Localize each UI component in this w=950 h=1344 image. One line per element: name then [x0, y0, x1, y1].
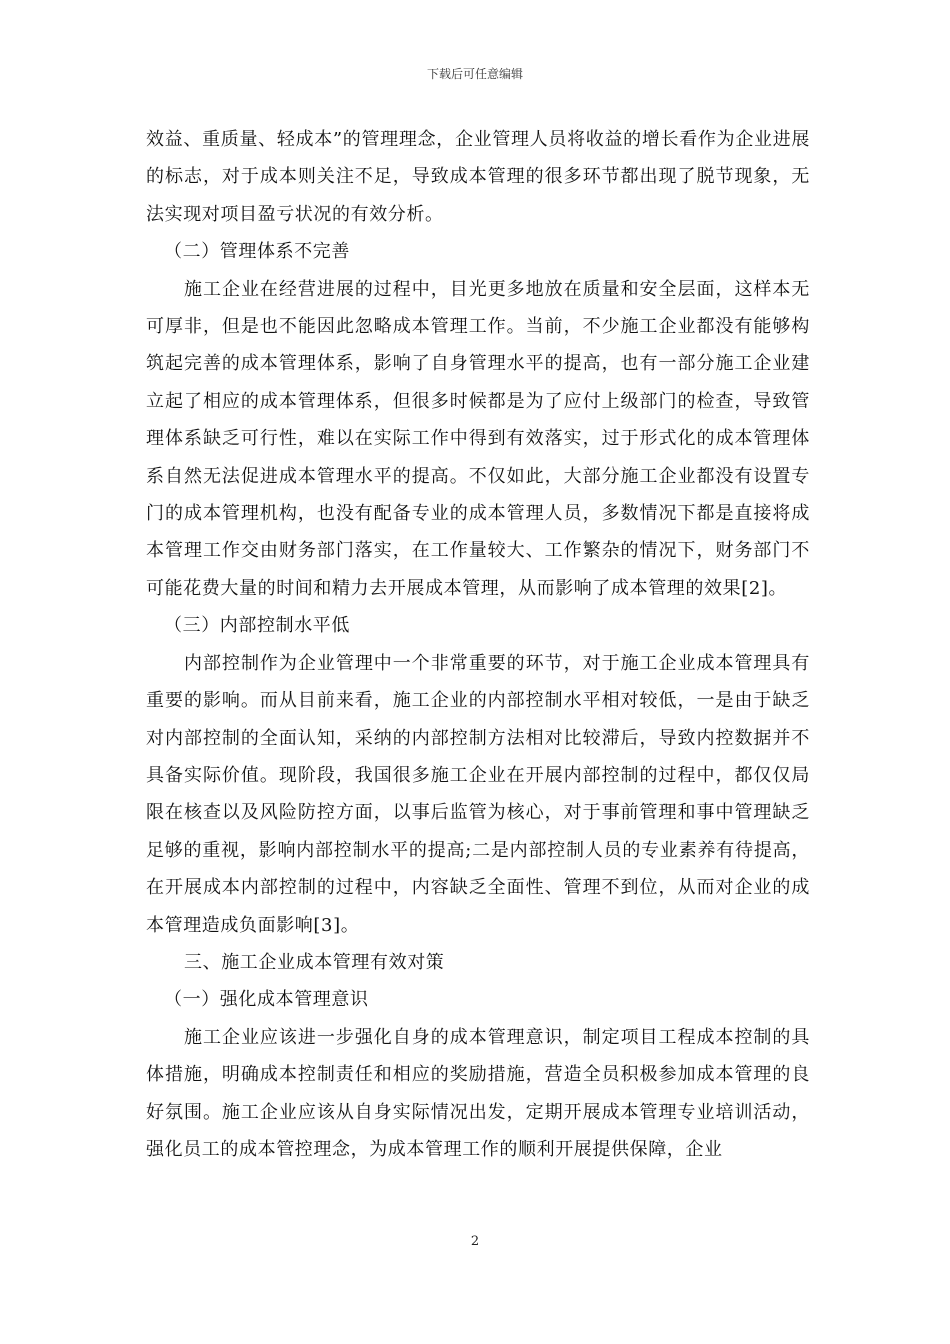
section-heading-management-system: （二）管理体系不完善 [164, 241, 350, 263]
paragraph-continuation: 效益、重质量、轻成本”的管理理念，企业管理人员将收益的增长看作为企业进展的标志，对于成本则关注不足，导致成本管理的很多环节都出现了脱节现象，无法实现对项目盈亏状况的有效分析。 [146, 129, 810, 225]
document-body [146, 121, 810, 1168]
paragraph-internal-control: 内部控制作为企业管理中一个非常重要的环节，对于施工企业成本管理具有重要的影响。而从目前来看，施工企业的内部控制水平相对较低，一是由于缺乏对内部控制的全面认知，采纳的内部控制方法相对比较滞后，导致内控数据并不具备实际价值。现阶段，我国很多施工企业在开展内部控制的过程中，都仅仅局限在核查以及风险防控方面，以事后监管为核心，对于事前管理和事中管理缺乏足够的重视，影响内部控制水平的提高;二是内部控制人员的专业素养有待提高，在开展成本内部控制的过程中，内容缺乏全面性、管理不到位，从而对企业的成本管理造成负面影响[3]。 [146, 652, 810, 936]
page-header: 下载后可任意编辑 [426, 67, 523, 81]
page-number: 2 [470, 1234, 480, 1249]
section-heading-internal-control: （三）内部控制水平低 [164, 615, 350, 637]
paragraph-management-system: 施工企业在经营进展的过程中，目光更多地放在质量和安全层面，这样本无可厚非，但是也不能因此忽略成本管理工作。当前，不少施工企业都没有能够构筑起完善的成本管理体系，影响了自身管理水平的提高，也有一部分施工企业建立起了相应的成本管理体系，但很多时候都是为了应付上级部门的检查，导致管理体系缺乏可行性，难以在实际工作中得到有效落实，过于形式化的成本管理体系自然无法促进成本管理水平的提高。不仅如此，大部分施工企业都没有设置专门的成本管理机构，也没有配备专业的成本管理人员，多数情况下都是直接将成本管理工作交由财务部门落实，在工作量较大、工作繁杂的情况下，财务部门不可能花费大量的时间和精力去开展成本管理，从而影响了成本管理的效果[2]。 [146, 278, 810, 599]
section-heading-countermeasures: 三、施工企业成本管理有效对策 [184, 951, 445, 973]
paragraph-cost-awareness: 施工企业应该进一步强化自身的成本管理意识，制定项目工程成本控制的具体措施，明确成本控制责任和相应的奖励措施，营造全员积极参加成本管理的良好氛围。施工企业应该从自身实际情况出发，定期开展成本管理专业培训活动，强化员工的成本管控理念，为成本管理工作的顺利开展提供保障，企业 [146, 1026, 810, 1160]
section-heading-cost-awareness: （一）强化成本管理意识 [164, 989, 369, 1011]
